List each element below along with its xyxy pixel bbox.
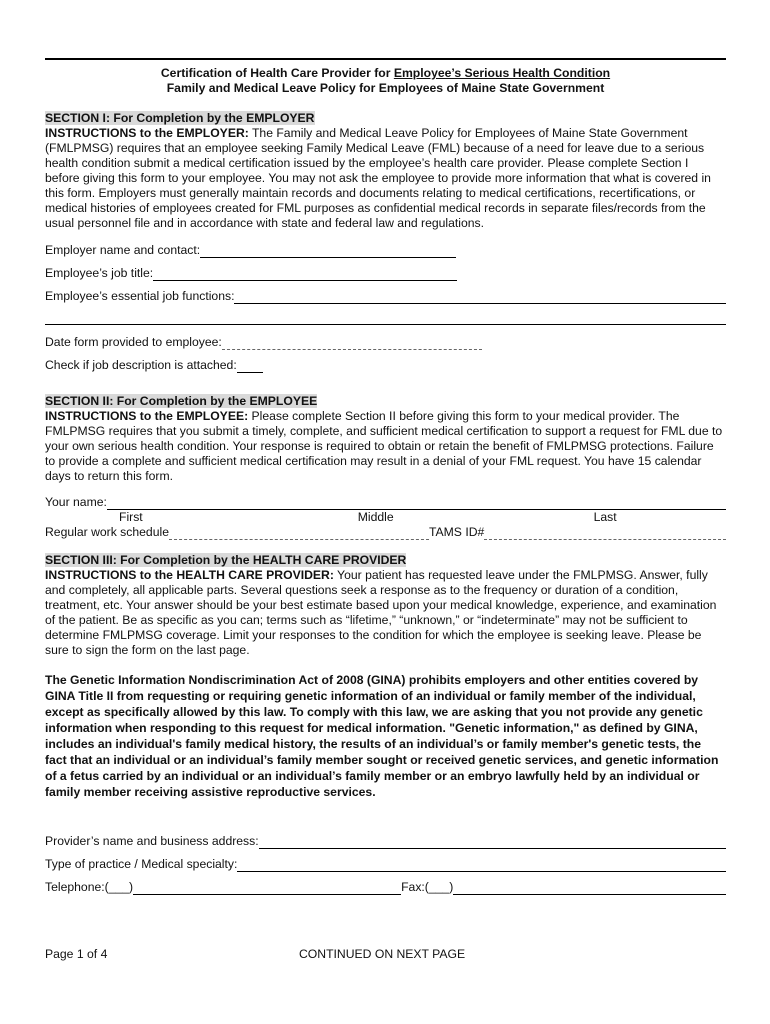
employer-name-label: Employer name and contact: [45,243,201,257]
section2-heading-text: SECTION II: For Completion by the EMPLOYEE [45,394,318,408]
form-page [45,58,726,895]
section3-heading-text: SECTION III: For Completion by the HEALTH CARE PROVIDER [45,553,407,567]
provider-field[interactable] [259,835,726,849]
job-functions-field-2[interactable] [45,324,726,325]
practice-label: Type of practice / Medical specialty: [45,857,238,871]
title-prefix: Certification of Health Care Provider for [160,66,394,80]
section2-instr-text: Please complete Section II before giving this form to your medical provider. The FMLPMSG requires that you submit a timely, complete, and sufficient medical certification to support a request for FML due to your own serious health condition. Your response is required to obtain or retain the benefit of FMLPMSG protections. Failure to provide a complete and sufficient medical certification may result in a denial of your FML request. You have 15 calendar days to return this form. [45,409,723,483]
fax-field[interactable] [453,881,726,895]
section1-instr-text: The Family and Medical Leave Policy for Employees of Maine State Government (FMLPMSG) requires that an employee seeking Family Medical Leave (FML) because of a need for leave due to a serious health condition submit a medical certification issued by the employee’s health care provider. Please complete Section I before giving this form to your employee. You may not ask the employee to provide more information that what is covered in this form. Employers must generally maintain records and documents relating to medical certifications, recertifications, or medical histories of employees created for FML purposes as confidential medical records in separate files/records from the usual personnel file and in accordance with state and federal law and regulations. [45,126,711,230]
middle-label: Middle [357,510,394,524]
employer-name-row [45,243,726,258]
last-label: Last [593,510,617,524]
gina-notice: The Genetic Information Nondiscrimination Act of 2008 (GINA) prohibits employers and other entities covered by GINA Title II from requesting or requiring genetic information of an individual or family member of the individual, except as specifically allowed by this law. To comply with this law, we are asking that you not provide any genetic information when responding to this request for medical information. "Genetic information," as defined by GINA, includes an individual's family medical history, the results of an individual’s or family member's genetic tests, the fact that an individual or an individual’s family member sought or received genetic services, and genetic information of a fetus carried by an individual or an individual’s family member or an embryo lawfully held by an individual or family member receiving assistive reproductive services. [45,673,719,799]
section1-heading [45,111,726,126]
page-number: Page 1 of 4 [45,947,108,961]
provider-label: Provider’s name and business address: [45,834,259,848]
practice-field[interactable] [237,858,726,872]
job-title-row [45,266,726,281]
section2-instr-label: INSTRUCTIONS to the EMPLOYEE: [45,409,249,423]
section1-instructions [45,126,726,231]
your-name-label: Your name: [45,495,107,509]
your-name-field[interactable] [107,496,726,510]
section2-heading [45,394,726,409]
section1-instr-label: INSTRUCTIONS to the EMPLOYER: [45,126,249,140]
job-desc-row [45,358,726,373]
fax-label: Fax:(___) [401,880,454,894]
employer-name-field[interactable] [200,244,456,258]
job-title-field[interactable] [153,267,457,281]
name-part-labels [45,510,726,525]
date-provided-row [45,335,726,350]
telephone-row [45,880,726,895]
job-functions-field[interactable] [234,290,726,304]
telephone-field[interactable] [133,881,401,895]
tams-field[interactable] [484,527,726,540]
schedule-label: Regular work schedule [45,525,169,539]
job-title-label: Employee’s job title: [45,266,154,280]
date-provided-label: Date form provided to employee: [45,335,222,349]
section1-heading-text: SECTION I: For Completion by the EMPLOYER [45,111,315,125]
section3-instr-label: INSTRUCTIONS to the HEALTH CARE PROVIDER: [45,568,334,582]
telephone-label: Telephone:(___) [45,880,134,894]
section2-instructions [45,409,726,484]
title-underlined: Employee’s Serious Health Condition [393,66,611,80]
date-provided-field[interactable] [222,337,482,350]
continued-notice: CONTINUED ON NEXT PAGE [299,947,466,961]
section3-instr-text: Your patient has requested leave under the FMLPMSG. Answer, fully and completely, all applicable parts. Several questions seek a response as to the frequency or duration of a condition, treatment, etc. Your answer should be your best estimate based upon your medical knowledge, experience, and examination of the patient. Be as specific as you can; terms such as “lifetime,” “unknown,” or “indeterminate” may not be sufficient to determine FMLPMSG coverage. Limit your responses to the condition for which the employee is seeking leave. Please be sure to sign the form on the last page. [45,568,717,657]
tams-label: TAMS ID# [428,525,485,539]
practice-row [45,857,726,872]
form-subtitle: Family and Medical Leave Policy for Employees of Maine State Government [166,81,605,95]
job-desc-checkbox[interactable] [237,359,263,373]
top-rule [45,58,726,60]
job-functions-row [45,289,726,304]
job-functions-label: Employee’s essential job functions: [45,289,235,303]
form-title [45,66,726,81]
schedule-row [45,525,726,540]
first-label: First [119,510,143,524]
section3-heading [45,553,726,568]
section3-instructions [45,568,726,658]
job-desc-label: Check if job description is attached: [45,358,237,372]
schedule-field[interactable] [169,527,429,540]
provider-row [45,834,726,849]
your-name-row [45,495,726,510]
